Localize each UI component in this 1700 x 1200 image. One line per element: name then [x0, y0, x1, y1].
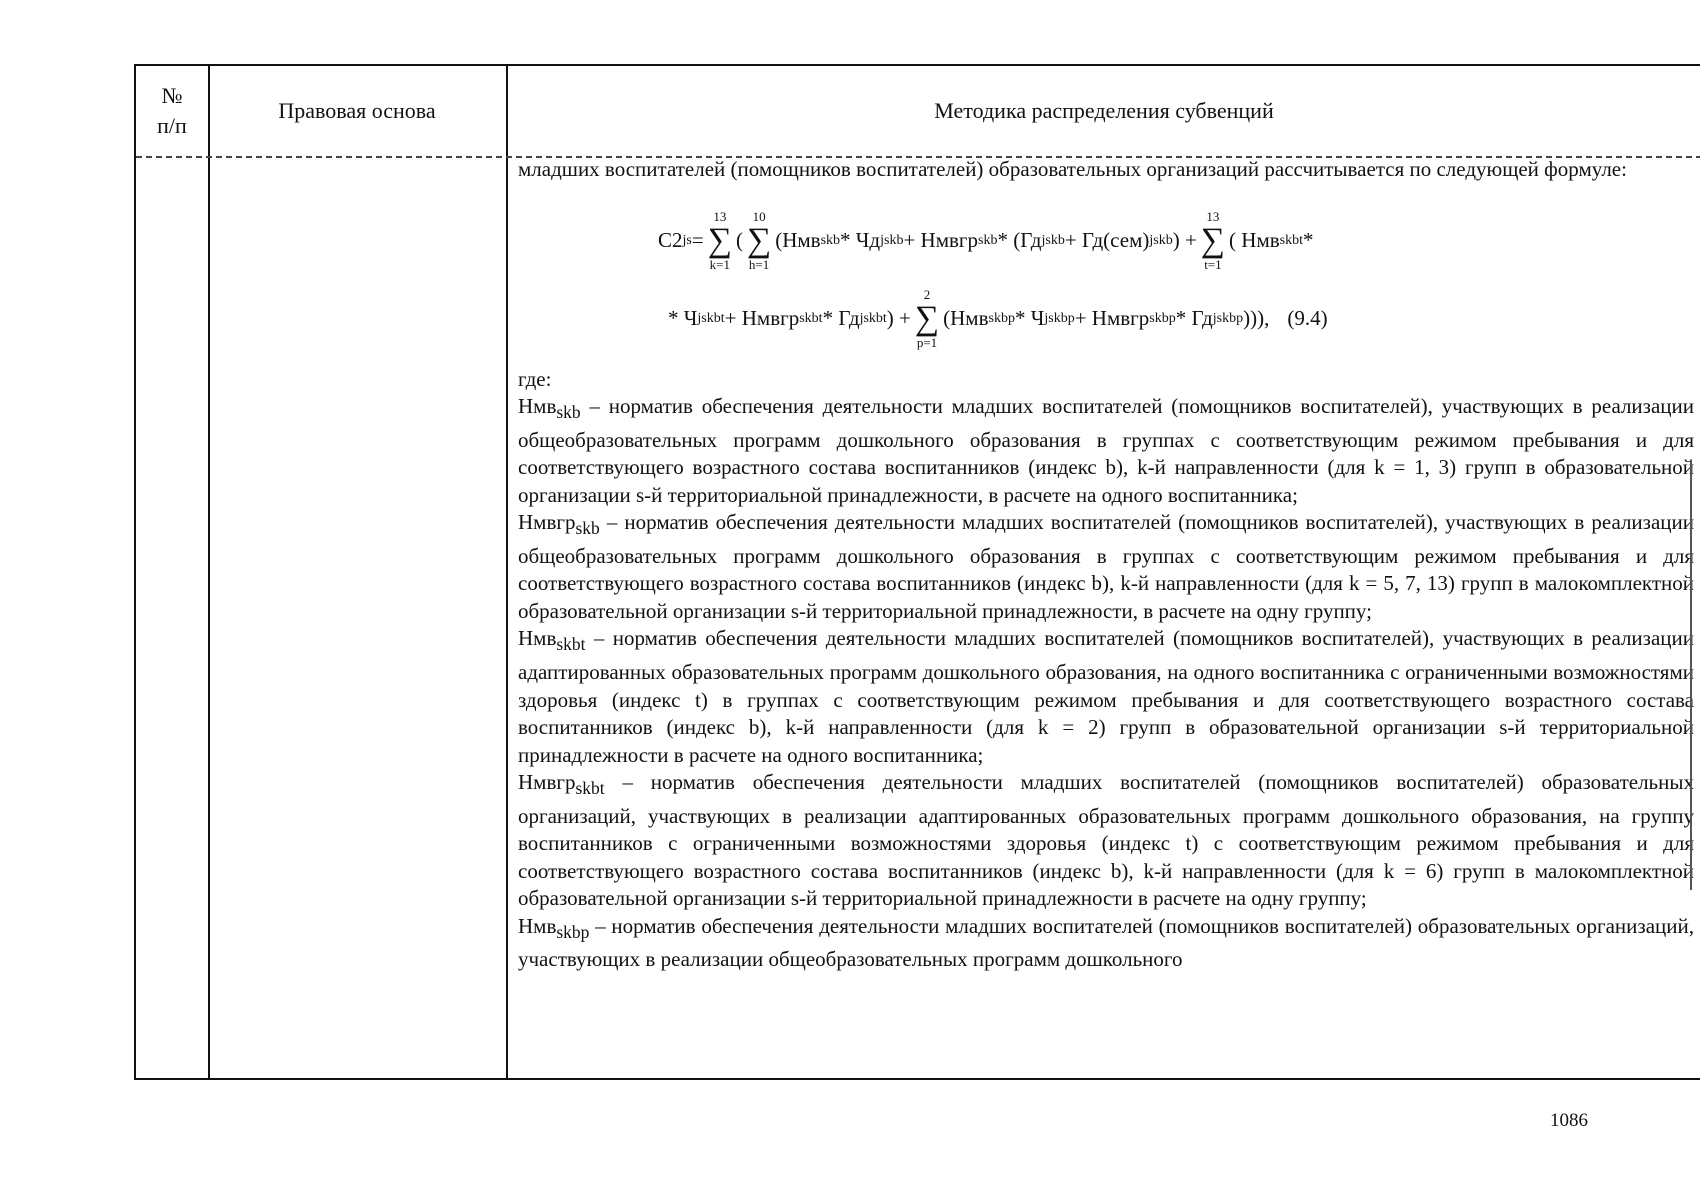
definition-subscript: skb [575, 518, 600, 539]
formula-sub: jskb [1041, 232, 1065, 248]
header-legal-basis: Правовая основа [278, 98, 436, 123]
formula-term: ) + [1172, 227, 1197, 252]
column-divider-2 [506, 66, 508, 1078]
formula-term: (Нмв [943, 305, 989, 330]
sum-k-lower: k=1 [709, 256, 730, 272]
scan-margin-mark [1690, 460, 1694, 890]
definition-text: – норматив обеспечения деятельности младших воспитателей (помощников воспитателей) образовательных организаций, участвующих в реализации адаптированных образовательных программ дошкольного образования, на группу воспитанников с ограниченными возможностями здоровья (индекс t) с соответствующим режимом пребывания и для соответствующего возрастного состава воспитанников (индекс b), k-й направленности (для k = 6) групп в малокомплектной образовательной организации s-й территориальной принадлежности в расчете на одну группу; [518, 770, 1694, 911]
sigma-symbol: ∑ [1200, 221, 1226, 259]
formula-term: + Нмвгр [903, 227, 979, 252]
formula-term: * Гд [1175, 305, 1213, 330]
formula-sub: skb [978, 232, 998, 248]
formula-lhs: C2 [658, 227, 683, 252]
formula-term: * Ч [668, 305, 698, 330]
formula-equals: = [691, 227, 704, 252]
column-divider-1 [208, 66, 210, 1078]
formula-sub: skbt [799, 310, 823, 326]
formula-sub: skbt [1279, 232, 1304, 248]
definition-subscript: skbt [575, 778, 605, 799]
formula-sub: skbp [988, 310, 1015, 326]
formula-term: * [1303, 227, 1314, 252]
sum-h-lower: h=1 [748, 256, 770, 272]
formula-term: + Гд(сем) [1064, 227, 1150, 252]
page-number: 1086 [1550, 1110, 1588, 1131]
sum-k-upper: 13 [713, 208, 727, 224]
header-number-cell [136, 66, 208, 156]
definition-subscript: skb [556, 402, 581, 423]
definition-item [518, 913, 1694, 974]
definition-item [518, 769, 1694, 913]
formula-9-4 [518, 184, 1694, 366]
definition-subscript: skbp [556, 921, 590, 942]
sum-h-upper: 10 [752, 208, 766, 224]
formula-sub: skb [820, 232, 841, 248]
formula-term: * Ч [1014, 305, 1045, 330]
formula-term: * Гд [822, 305, 860, 330]
formula-term: + Нмвгр [724, 305, 800, 330]
sum-p [915, 288, 939, 350]
formula-sub: jskbp [1212, 310, 1244, 326]
formula-sub: jskbt [697, 310, 725, 326]
definition-text: – норматив обеспечения деятельности младших воспитателей (помощников воспитателей), участвующих в реализации общеобразовательных программ дошкольного образования в группах с соответствующим режимом пребывания и для соответствующего возрастного состава воспитанников (индекс b), k-й направленности (для k = 5, 7, 13) групп в малокомплектной образовательной организации s-й территориальной принадлежности, в расчете на одну группу; [518, 510, 1694, 623]
methodology-content [518, 156, 1694, 1078]
formula-sub: jskbp [1044, 310, 1075, 326]
definition-symbol: Нмвгр [518, 770, 576, 795]
formula-lhs-sub: js [682, 232, 692, 248]
formula-term: (Нмв [775, 227, 821, 252]
sum-t-upper: 13 [1206, 208, 1220, 224]
sum-t-lower: t=1 [1204, 256, 1222, 272]
formula-term: * Чд [840, 227, 881, 252]
header-methodology: Методика распределения субвенций [934, 98, 1274, 123]
definition-item [518, 393, 1694, 509]
formula-term: ( Нмв [1229, 227, 1280, 252]
sum-p-lower: p=1 [916, 334, 938, 350]
formula-sub: jskb [880, 232, 904, 248]
formula-line-2 [668, 288, 1328, 350]
sum-t [1201, 210, 1225, 272]
definition-symbol: Нмв [518, 394, 557, 418]
definition-text: – норматив обеспечения деятельности младших воспитателей (помощников воспитателей), участвующих в реализации адаптированных образовательных программ дошкольного образования, на одного воспитанника с ограниченными возможностями здоровья (индекс t) в группах с соответствующим режимом пребывания и для соответствующего возрастного состава воспитанников (индекс b), k-й направленности (для k = 2) групп в образовательной организации s-й территориальной принадлежности в расчете на одного воспитанника; [518, 626, 1694, 767]
definition-item [518, 625, 1694, 769]
sigma-symbol: ∑ [914, 299, 940, 337]
formula-sub: jskb [1149, 232, 1173, 248]
definition-text: – норматив обеспечения деятельности младших воспитателей (помощников воспитателей) образовательных организаций, участвующих в реализации общеобразовательных программ дошкольного [518, 913, 1694, 972]
definition-item [518, 509, 1694, 625]
formula-paren: ( [735, 227, 743, 252]
formula-term: * (Гд [997, 227, 1042, 252]
header-number-abbrev: п/п [157, 113, 187, 138]
equation-number: (9.4) [1287, 305, 1328, 330]
where-label: где: [518, 366, 552, 391]
sigma-symbol: ∑ [707, 221, 732, 259]
intro-paragraph: младших воспитателей (помощников воспитателей) образовательных организаций рассчитывается по следующей формуле: [518, 157, 1627, 181]
header-number-symbol: № [161, 83, 183, 108]
sigma-symbol: ∑ [746, 221, 772, 259]
formula-term: ))), [1243, 305, 1270, 330]
document-table [134, 64, 1700, 1080]
definition-symbol: Нмвгр [518, 510, 576, 535]
definition-text: – норматив обеспечения деятельности младших воспитателей (помощников воспитателей), участвующих в реализации общеобразовательных программ дошкольного образования в группах с соответствующим режимом пребывания и для соответствующего возрастного состава воспитанников (индекс b), k-й направленности (для k = 1, 3) групп в образовательной организации s-й территориальной принадлежности, в расчете на одного воспитанника; [518, 394, 1694, 507]
sum-h [747, 210, 771, 272]
definition-symbol: Нмв [518, 626, 557, 651]
sum-p-upper: 2 [923, 286, 931, 302]
formula-line-1 [658, 210, 1314, 272]
formula-sub: skbp [1149, 310, 1176, 326]
definition-subscript: skbt [556, 634, 586, 655]
formula-term: ) + [886, 305, 911, 330]
definition-symbol: Нмв [518, 913, 557, 938]
formula-sub: jskbt [859, 310, 887, 326]
sum-k [708, 210, 732, 272]
formula-term: + Нмвгр [1074, 305, 1150, 330]
